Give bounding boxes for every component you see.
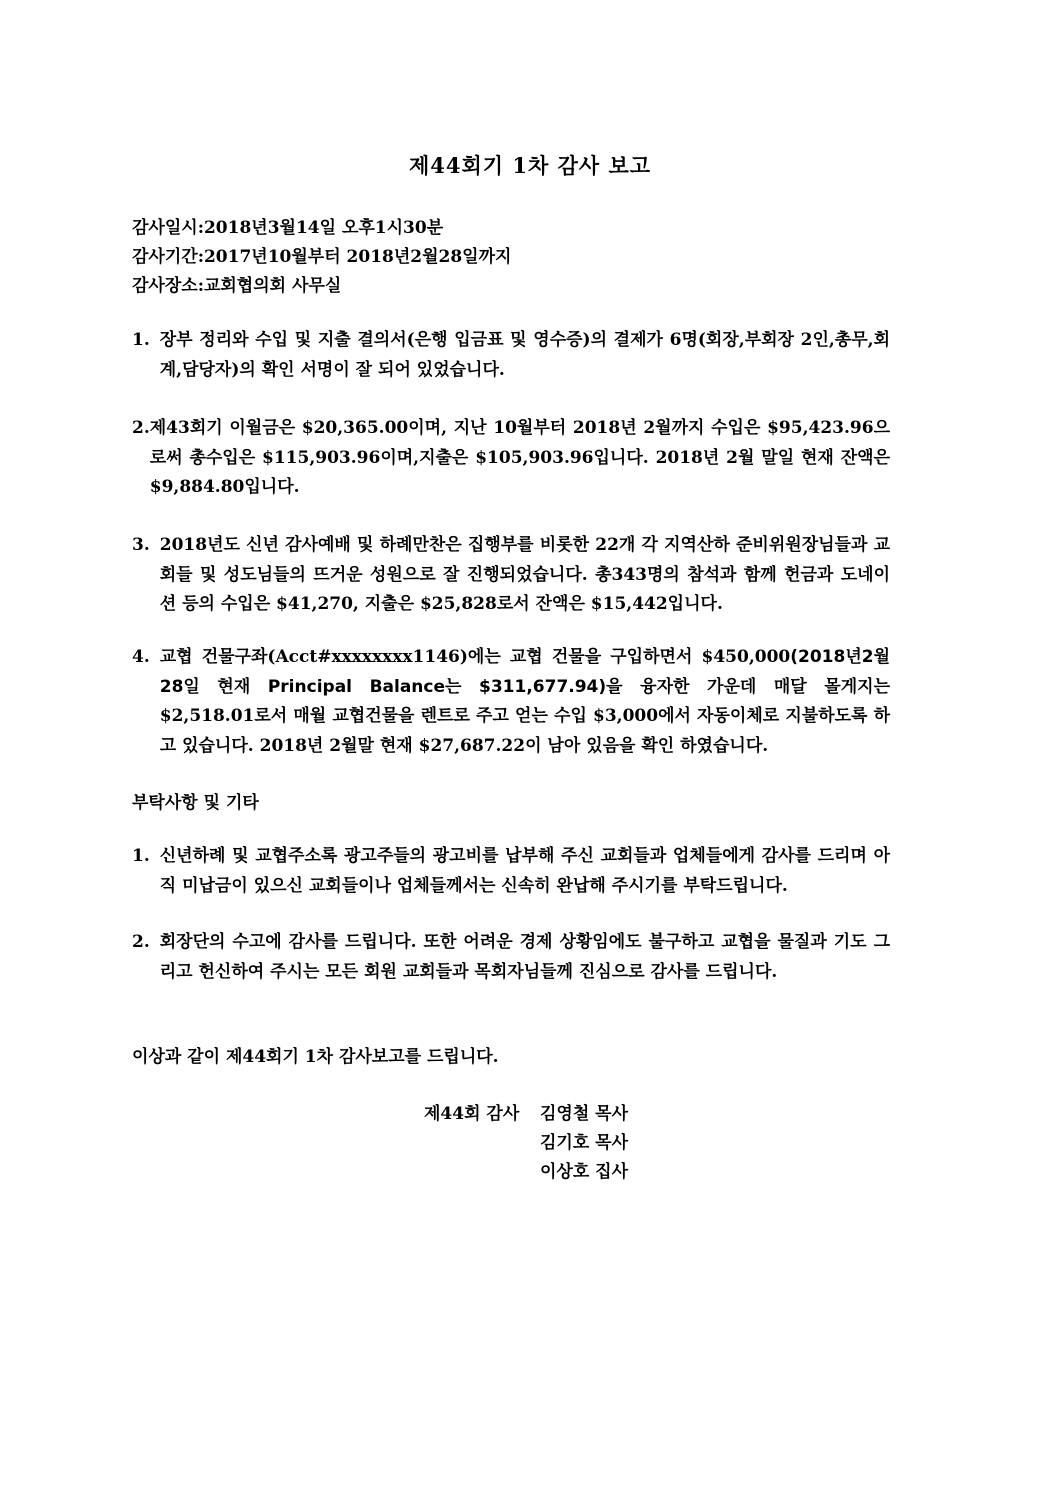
report-item <box>132 414 890 503</box>
report-item <box>132 643 890 761</box>
item-number: 1. <box>132 330 150 350</box>
audit-period: 감사기간:2017년10월부터 2018년2월28일까지 <box>132 247 512 267</box>
item-number: 2. <box>132 418 150 438</box>
report-item <box>132 531 890 620</box>
signature-name: 이상호 집사 <box>540 1162 629 1182</box>
signature-name: 김영철 목사 <box>540 1104 629 1124</box>
signature-name: 김기호 목사 <box>540 1133 629 1153</box>
item-text: 장부 정리와 수입 및 지출 결의서(은행 입금표 및 영수증)의 결제가 6명(회장,부회장 2인,총무,회계,담당자)의 확인 서명이 잘 되어 있었습니다. <box>159 330 890 380</box>
item-text <box>160 643 890 761</box>
additional-item <box>132 928 890 987</box>
item-text-part: 을 융자한 가운데 매달 몰게지는 $2,518.01로서 매월 교협건물을 렌트로 주고 얻는 수입 $3,000에서 자동이체로 지불하도록 하고 있습니다. 2018년 2월말 현재 $27,687.22이 남아 있음을 확인 하였습니다. <box>159 676 890 756</box>
audit-meta <box>132 214 912 301</box>
audit-location: 감사장소:교회협의회 사무실 <box>132 276 342 296</box>
additional-item <box>132 842 890 901</box>
principal-balance-note: (2018년2월28일 현재 Principal Balance는 $311,677.94) <box>159 647 890 697</box>
audit-datetime: 감사일시:2018년3월14일 오후1시30분 <box>132 218 444 238</box>
item-text: 회장단의 수고에 감사를 드립니다. 또한 어려운 경제 상황임에도 불구하고 교협을 물질과 기도 그리고 헌신하여 주시는 모든 회원 교회들과 목회자님들께 진심으로 감사를 드립니다. <box>159 932 890 982</box>
report-item <box>132 326 890 385</box>
signature-role: 제44회 감사 <box>424 1104 520 1124</box>
closing-statement: 이상과 같이 제44회기 1차 감사보고를 드립니다. <box>132 1047 499 1067</box>
document-title: 제44회기 1차 감사 보고 <box>408 153 652 178</box>
item-text: 제43회기 이월금은 $20,365.00이며, 지난 10월부터 2018년 2월까지 수입은 $95,423.96으로써 총수입은 $115,903.96이며,지출은 $105,903.96입니다. 2018년 2월 말일 현재 잔액은 $9,884.80입니다. <box>149 418 890 497</box>
item-number: 1. <box>132 846 150 866</box>
item-text-part: 교협 건물구좌(Acct#xxxxxxxx1146)에는 교협 건물을 구입하면서 $450,000 <box>159 647 791 667</box>
item-number: 2. <box>132 932 150 952</box>
item-text: 2018년도 신년 감사예배 및 하례만찬은 집행부를 비롯한 22개 각 지역산하 준비위원장님들과 교회들 및 성도님들의 뜨거운 성원으로 잘 진행되었습니다. 총343명의 참석과 함께 헌금과 도네이션 등의 수입은 $41,270, 지출은 $25,828로서 잔액은 $15,442입니다. <box>159 535 890 614</box>
item-text: 신년하례 및 교협주소록 광고주들의 광고비를 납부해 주신 교회들과 업체들에게 감사를 드리며 아직 미납금이 있으신 교회들이나 업체들께서는 신속히 완납해 주시기를 부탁드립니다. <box>159 846 890 896</box>
item-number: 3. <box>132 535 150 555</box>
item-number: 4. <box>132 647 150 667</box>
additional-heading: 부탁사항 및 기타 <box>132 793 259 813</box>
